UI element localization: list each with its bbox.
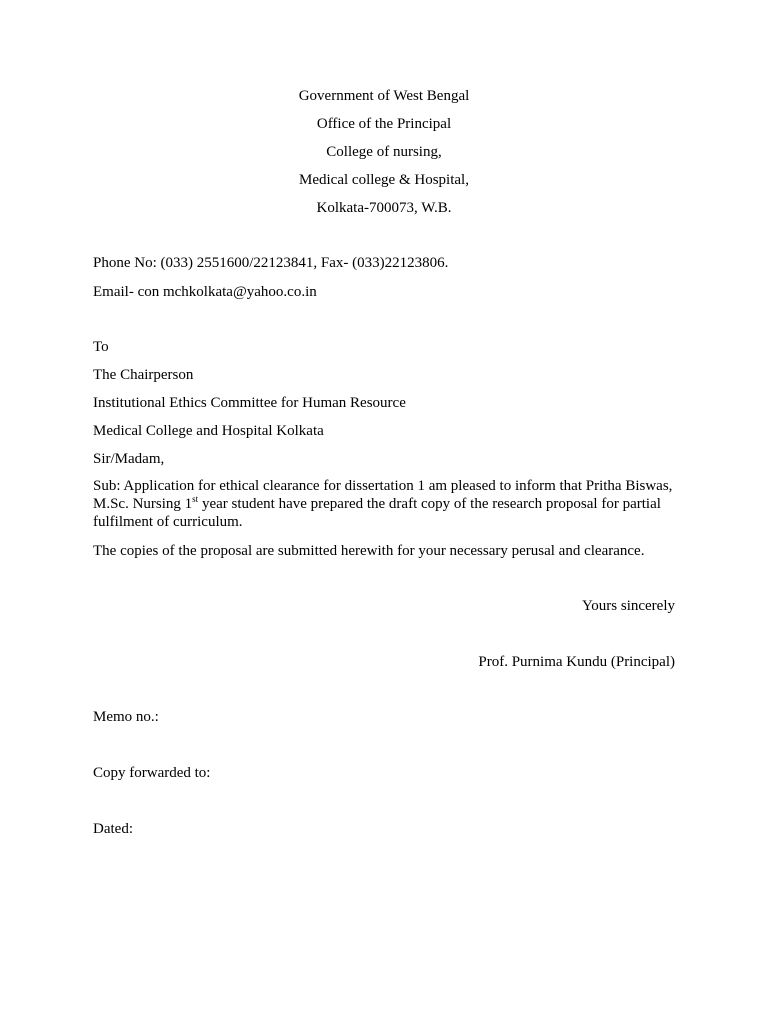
contact-email: Email- con mchkolkata@yahoo.co.in: [93, 284, 317, 300]
letterhead-hospital: Medical college & Hospital,: [299, 172, 469, 188]
memo-number: Memo no.:: [93, 709, 159, 725]
recipient-title: The Chairperson: [93, 367, 194, 383]
letterhead-government: Government of West Bengal: [298, 88, 470, 104]
valediction: Yours sincerely: [581, 598, 675, 614]
copy-forwarded: Copy forwarded to:: [93, 765, 211, 781]
letterhead-office: Office of the Principal: [316, 116, 452, 132]
subject-paragraph: [93, 477, 675, 531]
letterhead-address: Kolkata-700073, W.B.: [316, 200, 452, 216]
recipient-committee: Institutional Ethics Committee for Human Resource: [93, 395, 406, 411]
dated: Dated:: [93, 821, 133, 837]
recipient-to: To: [93, 339, 109, 355]
subject-text-start: Sub: Application for ethical clearance for dissertation 1 am pleased to inform that Pritha Biswas, M.Sc. Nursing 1: [93, 478, 673, 512]
signatory: Prof. Purnima Kundu (Principal): [478, 654, 675, 670]
salutation: Sir/Madam,: [93, 451, 165, 467]
body-paragraph: The copies of the proposal are submitted herewith for your necessary perusal and clearance.: [93, 543, 645, 559]
recipient-institution: Medical College and Hospital Kolkata: [93, 423, 324, 439]
subject-text-end: year student have prepared the draft copy of the research proposal for partial fulfilment of curriculum.: [93, 496, 661, 530]
letterhead-college: College of nursing,: [326, 144, 442, 160]
ordinal-suffix: st: [192, 494, 199, 504]
contact-phone: Phone No: (033) 2551600/22123841, Fax- (033)22123806.: [93, 255, 449, 271]
